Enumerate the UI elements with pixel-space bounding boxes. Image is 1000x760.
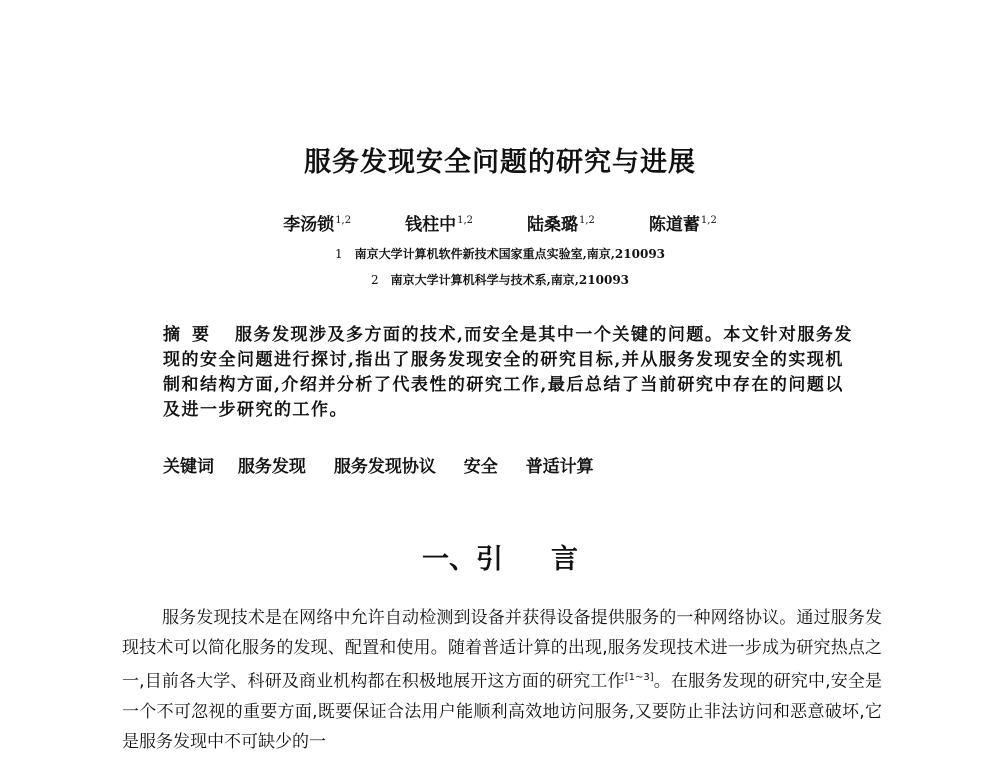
abstract-label: 摘要 bbox=[163, 325, 221, 345]
author: 钱柱中$^{1,2}$ bbox=[405, 215, 473, 235]
author-list bbox=[0, 210, 1000, 235]
citation: [1~3] bbox=[624, 672, 654, 683]
keywords bbox=[163, 452, 616, 477]
keyword: 服务发现 bbox=[237, 457, 306, 477]
section-heading: 一、引 言 bbox=[422, 544, 578, 575]
paper-title: 服务发现安全问题的研究与进展 bbox=[304, 147, 696, 178]
body-text bbox=[122, 603, 882, 757]
author: 陈道蓄$^{1,2}$ bbox=[648, 215, 717, 235]
abstract bbox=[163, 323, 853, 423]
affiliation: 2 南京大学计算机科学与技术系,南京,210093 bbox=[370, 273, 630, 287]
keyword: 安全 bbox=[463, 457, 498, 477]
abstract-text: 服务发现涉及多方面的技术,而安全是其中一个关键的问题。本文针对服务发现的安全问题进行探讨,指出了服务发现安全的研究目标,并从服务发现安全的实现机制和结构方面,介绍并分析了代表性的研究工作,最后总结了当前研究中存在的问题以及进一步研究的工作。 bbox=[163, 325, 853, 420]
author: 陆桑璐$^{1,2}$ bbox=[527, 215, 595, 235]
keywords-label: 关键词 bbox=[163, 457, 214, 477]
keyword: 普适计算 bbox=[525, 457, 594, 477]
keyword: 服务发现协议 bbox=[333, 457, 436, 477]
paragraph: 服务发现技术是在网络中允许自动检测到设备并获得设备提供服务的一种网络协议。通过服务发现技术可以简化服务的发现、配置和使用。随着普适计算的出现,服务发现技术进一步成为研究热点之一,目前各大学、科研及商业机构都在积极地展开这方面的研究工作[1~3]。在服务发现的研究中,安全是一个不可忽视的重要方面,既要保证合法用户能顺利高效地访问服务,又要防止非法访问和恶意破坏,它是服务发现中不可缺少的一 bbox=[122, 608, 882, 752]
author: 李汤锁$^{1,2}$ bbox=[283, 215, 352, 235]
affiliation: 1 南京大学计算机软件新技术国家重点实验室,南京,210093 bbox=[334, 247, 666, 261]
